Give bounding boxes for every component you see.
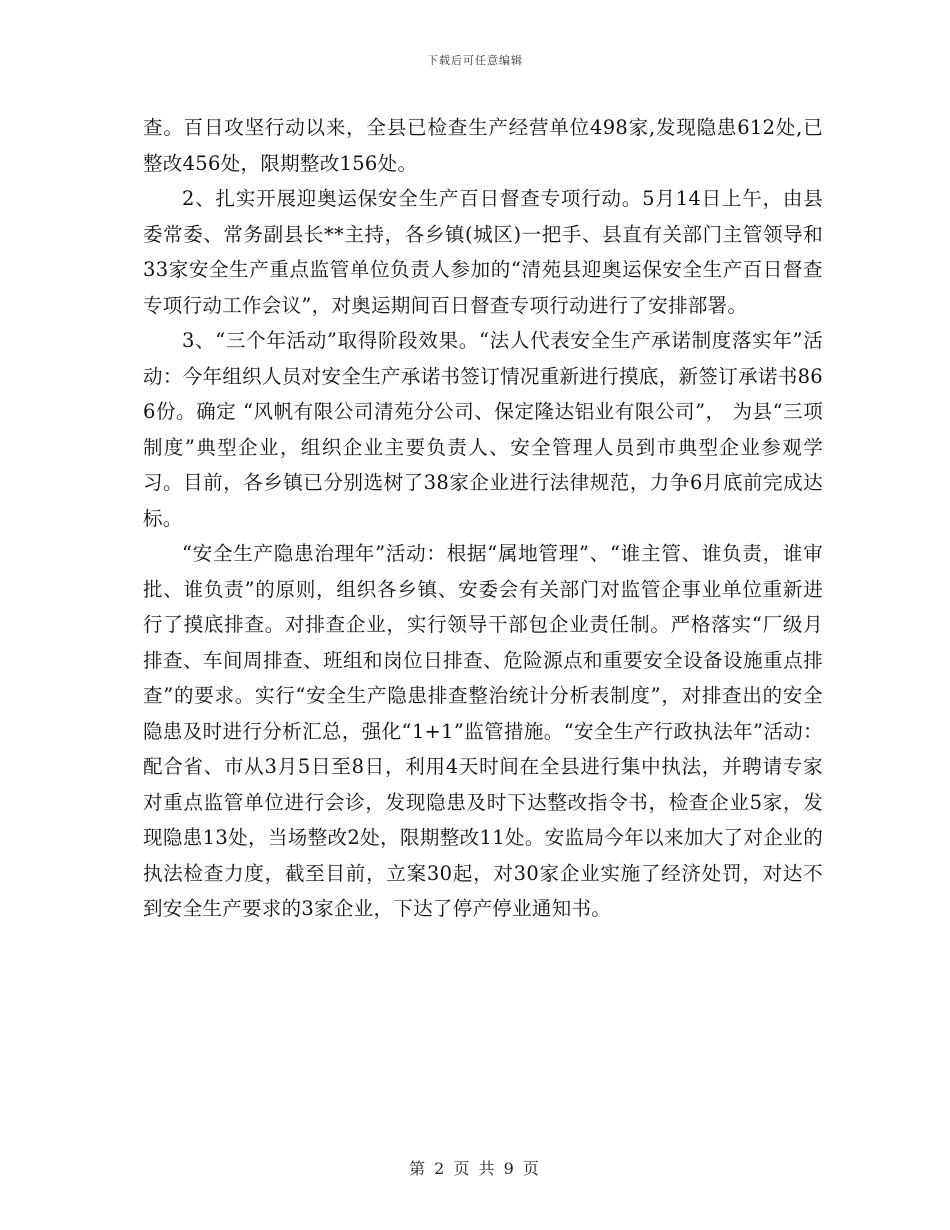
document-body <box>143 110 823 927</box>
paragraph-hazard-governance: “安全生产隐患治理年”活动：根据“属地管理”、“谁主管、谁负责，谁审批、谁负责”的原则，组织各乡镇、安委会有关部门对监管企事业单位重新进行了摸底排查。对排查企业，实行领导干部包企业责任制。严格落实“厂级月排查、车间周排查、班组和岗位日排查、危险源点和重要安全设备设施重点排查”的要求。实行“安全生产隐患排查整治统计分析表制度”，对排查出的安全隐患及时进行分析汇总，强化“1+1”监管措施。“安全生产行政执法年”活动：配合省、市从3月5日至8日，利用4天时间在全县进行集中执法，并聘请专家对重点监管单位进行会诊，发现隐患及时下达整改指令书，检查企业5家，发现隐患13处，当场整改2处，限期整改11处。安监局今年以来加大了对企业的执法检查力度，截至目前，立案30起，对30家企业实施了经济处罚，对达不到安全生产要求的3家企业，下达了停产停业通知书。 <box>143 542 823 920</box>
paragraph-three-year-activities: 3、“三个年活动”取得阶段效果。“法人代表安全生产承诺制度落实年”活动：今年组织人员对安全生产承诺书签订情况重新进行摸底，新签订承诺书866份。确定 “风帆有限公司清苑分公司、保定隆达铝业有限公司”， 为县“三项制度”典型企业，组织企业主要负责人、安全管理人员到市典型企业参观学习。目前，各乡镇已分别选树了38家企业进行法律规范，力争6月底前完成达标。 <box>143 329 823 530</box>
paragraph-continuation: 查。百日攻坚行动以来，全县已检查生产经营单位498家,发现隐患612处,已整改456处，限期整改156处。 <box>143 116 823 175</box>
page-header-note: 下载后可任意编辑 <box>427 54 523 67</box>
paragraph-olympic-inspection: 2、扎实开展迎奥运保安全生产百日督查专项行动。5月14日上午，由县委常委、常务副县长**主持，各乡镇(城区)一把手、县直有关部门主管领导和33家安全生产重点监管单位负责人参加的“清苑县迎奥运保安全生产百日督查专项行动工作会议”，对奥运期间百日督查专项行动进行了安排部署。 <box>143 187 823 317</box>
page-number: 第 2 页 共 9 页 <box>409 1159 541 1178</box>
